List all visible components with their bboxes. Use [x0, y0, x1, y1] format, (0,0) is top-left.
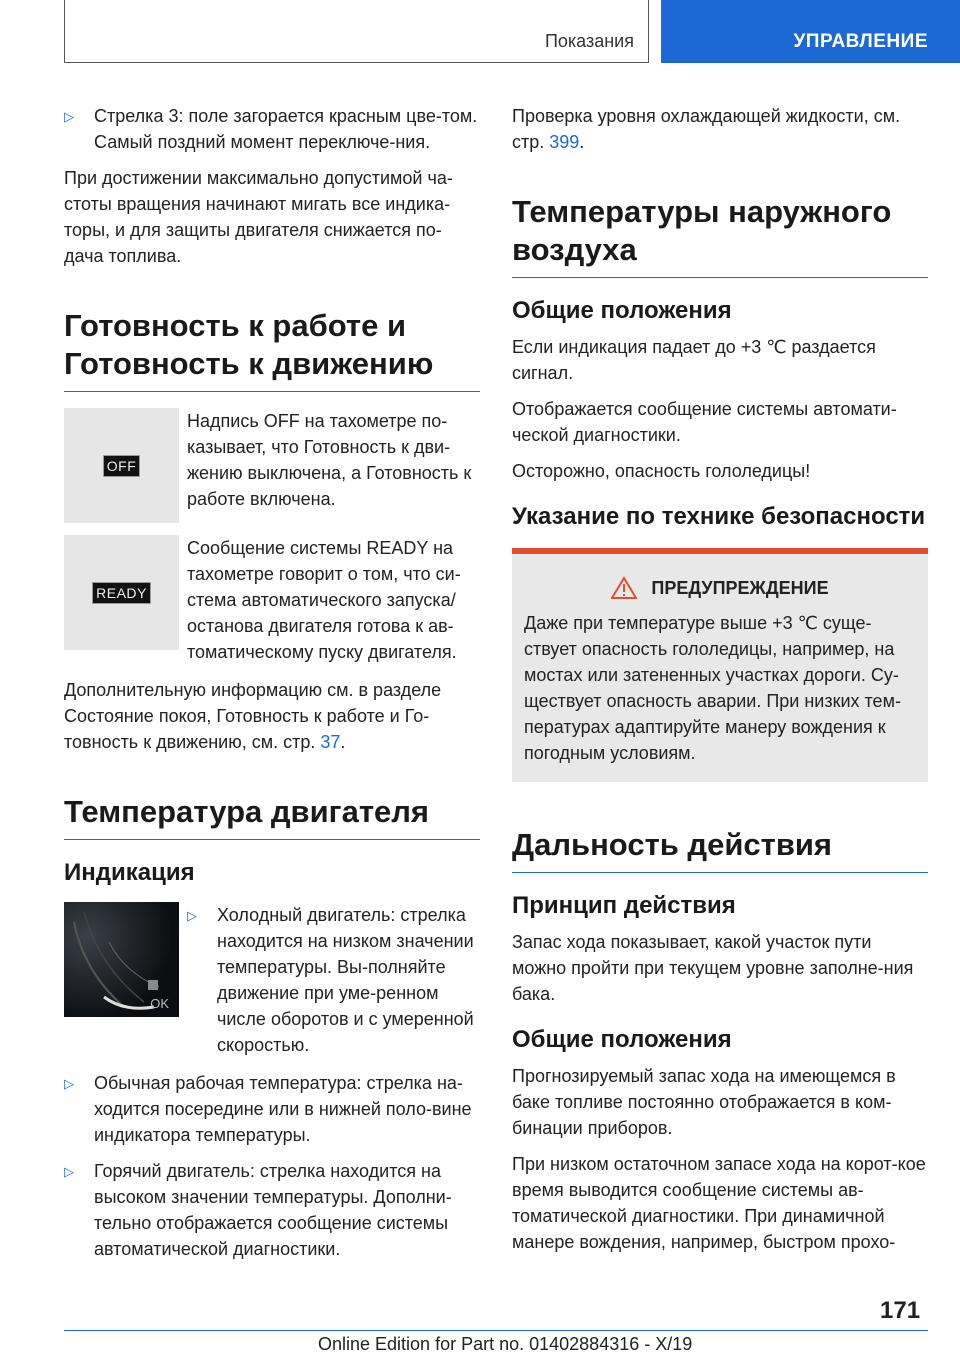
header-section-label: Показания	[544, 31, 634, 51]
header-section-tab	[64, 0, 649, 63]
ready-indicator-row	[64, 535, 480, 665]
coolant-paragraph	[512, 103, 928, 155]
heading-outside-temperature: Температуры наружного воздуха	[512, 194, 892, 267]
heading-ready: Готовность к работе и Готовность к движению	[64, 308, 434, 381]
more-info-text: Дополнительную информацию см. в разделе Состояние покоя, Готовность к работе и Го-товность к движению, см. стр.	[64, 680, 442, 752]
gauge-row	[64, 902, 480, 1058]
period: .	[340, 732, 346, 752]
footer-edition: Online Edition for Part no. 01402884316 - X/19	[318, 1334, 693, 1354]
warning-header	[524, 576, 916, 600]
triangle-bullet-icon: ▷	[64, 109, 74, 124]
bullet-cold	[187, 902, 480, 1058]
bullet-text: Стрелка 3: поле загорается красным цве-том. Самый поздний момент переключе-ния.	[94, 106, 478, 152]
heading-outside-wrap	[512, 193, 928, 278]
max-rpm-paragraph: При достижении максимально допустимой ча-стоты вращения начинают мигать все индика-торы, и для защиты двигателя снижается по-дача топлива.	[64, 168, 453, 266]
heading-general-2: Общие положения	[512, 1026, 732, 1053]
bullet-text: Обычная рабочая температура: стрелка на-ходится посередине или в нижней поло-вине индикатора температуры.	[94, 1073, 472, 1145]
heading-safety: Указание по технике безопасности	[512, 503, 926, 530]
footer-divider	[64, 1330, 928, 1331]
triangle-bullet-icon: ▷	[64, 1076, 74, 1091]
off-badge: OFF	[103, 455, 141, 477]
temperature-gauge-image	[64, 902, 179, 1017]
coolant-text: Проверка уровня охлаждающей жидкости, см. стр.	[512, 106, 901, 152]
heading-principle: Принцип действия	[512, 892, 736, 919]
heading-indication: Индикация	[64, 859, 195, 886]
right-column	[512, 103, 928, 1265]
signal-paragraph: Если индикация падает до +3 ℃ раздается сигнал.	[512, 337, 876, 383]
gauge-ok-label: OK	[150, 996, 169, 1011]
triangle-bullet-icon: ▷	[64, 1164, 74, 1179]
left-column	[64, 103, 480, 1272]
bullet-arrow-3	[64, 103, 480, 155]
page-link-37[interactable]: 37	[320, 732, 341, 752]
page-link-399[interactable]: 399	[549, 132, 580, 152]
ready-indicator-image	[64, 535, 179, 650]
heading-engine-wrap	[64, 793, 480, 840]
forecast-paragraph: Прогнозируемый запас хода на имеющемся в баке топливе постоянно отображается в ком-бинации приборов.	[512, 1066, 896, 1138]
careful-paragraph: Осторожно, опасность гололедицы!	[512, 461, 811, 481]
off-indicator-row	[64, 408, 480, 523]
warning-title: ПРЕДУПРЕЖДЕНИЕ	[651, 577, 829, 598]
message-paragraph: Отображается сообщение системы автомати-ческой диагностики.	[512, 399, 897, 445]
heading-range-wrap	[512, 826, 928, 873]
header-chapter-tab	[661, 0, 960, 63]
principle-paragraph: Запас хода показывает, какой участок пути можно пройти при текущем уровне заполне-ния бака.	[512, 932, 914, 1004]
low-range-paragraph: При низком остаточном запасе хода на корот-кое время выводится сообщение системы ав-томатической диагностики. При динамичной манере вождения, например, быстром прохо-	[512, 1154, 926, 1252]
header-chapter-label: УПРАВЛЕНИЕ	[793, 31, 928, 52]
heading-range: Дальность действия	[512, 827, 833, 862]
bullet-normal	[64, 1070, 480, 1148]
page-number: 171	[880, 1297, 921, 1324]
heading-engine-temperature: Температура двигателя	[64, 794, 430, 829]
more-info-paragraph	[64, 677, 480, 755]
bullet-text: Холодный двигатель: стрелка находится на низком значении температуры. Вы-полняйте движение при уме-ренном числе оборотов и с умеренной скоростью.	[217, 905, 474, 1055]
ready-indicator-text: Сообщение системы READY на тахометре говорит о том, что си-стема автоматического запуска/ останова двигателя готова к ав-томатическому пуску двигателя.	[187, 538, 461, 662]
warning-triangle-icon	[611, 576, 637, 600]
off-indicator-text: Надпись OFF на тахометре по-казывает, что Готовность к дви-жению выключена, а Готовность к работе включена.	[187, 411, 472, 509]
triangle-bullet-icon: ▷	[187, 908, 197, 923]
ready-badge: READY	[92, 582, 151, 604]
bullet-text: Горячий двигатель: стрелка находится на высоком значении температуры. Дополни-тельно отображается сообщение системы автоматической диагностики.	[94, 1161, 452, 1259]
heading-general-1: Общие положения	[512, 297, 732, 324]
warning-box	[512, 548, 928, 782]
bullet-hot	[64, 1158, 480, 1262]
period: .	[579, 132, 585, 152]
warning-text: Даже при температуре выше +3 ℃ суще-ствует опасность гололедицы, например, на мостах или затененных участках дороги. Су-ществует опасность аварии. При низких тем-пературах адаптируйте манеру вождения к погодным условиям.	[524, 613, 901, 763]
off-indicator-image	[64, 408, 179, 523]
heading-ready-wrap	[64, 307, 480, 392]
